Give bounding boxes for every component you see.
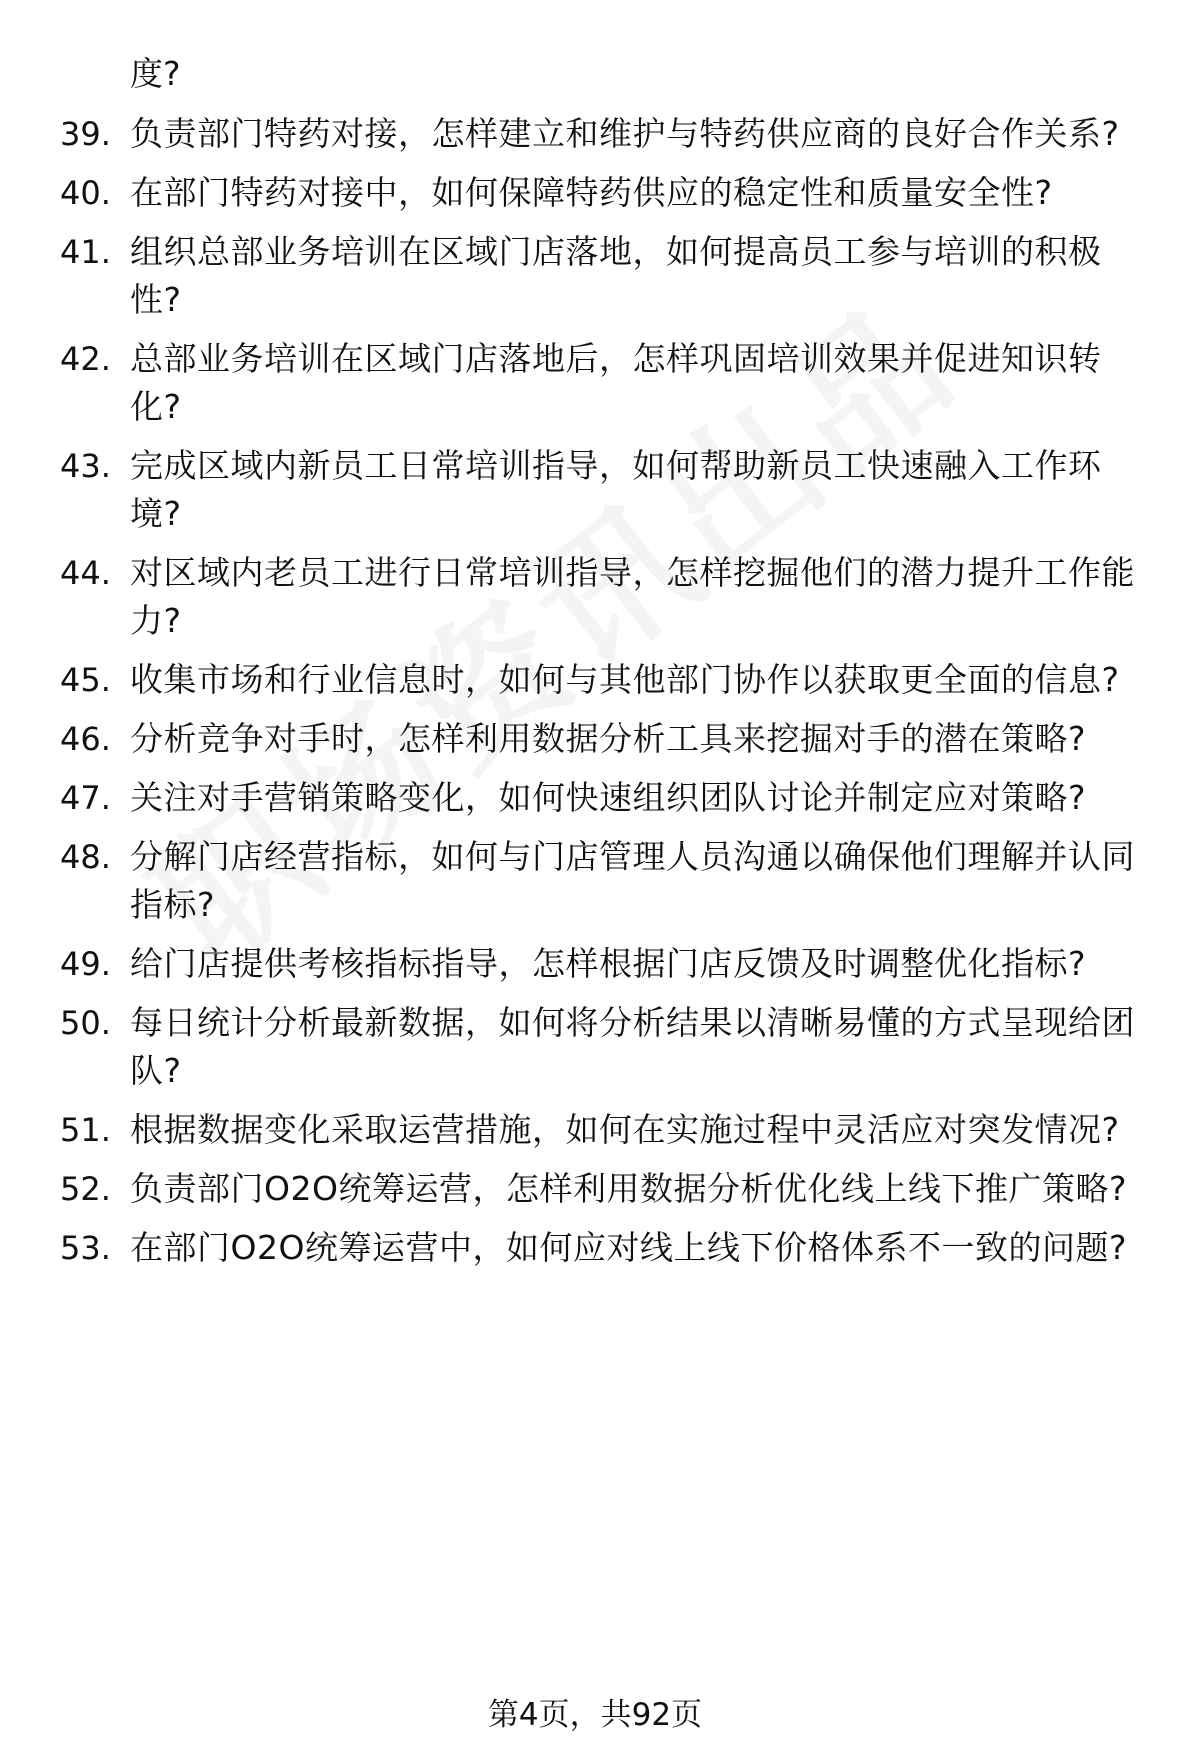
question-text: 分解门店经营指标，如何与门店管理人员沟通以确保他们理解并认同指标? [130, 837, 1135, 924]
question-number: 43. [60, 447, 111, 485]
question-number: 45. [60, 661, 111, 699]
question-item [0, 833, 1190, 929]
question-item [0, 228, 1190, 324]
question-text: 收集市场和行业信息时，如何与其他部门协作以获取更全面的信息? [130, 660, 1120, 699]
question-number: 51. [60, 1111, 111, 1149]
question-number: 52. [60, 1170, 111, 1208]
question-text: 给门店提供考核指标指导，怎样根据门店反馈及时调整优化指标? [130, 944, 1087, 983]
question-item [0, 1165, 1190, 1213]
question-item [0, 169, 1190, 217]
question-item [0, 999, 1190, 1095]
question-number: 42. [60, 340, 111, 378]
question-item [0, 442, 1190, 538]
question-text: 负责部门O2O统筹运营，怎样利用数据分析优化线上线下推广策略? [130, 1169, 1127, 1208]
question-number: 48. [60, 838, 111, 876]
question-item [0, 335, 1190, 431]
question-number: 50. [60, 1004, 111, 1042]
question-text: 在部门O2O统筹运营中，如何应对线上线下价格体系不一致的问题? [130, 1228, 1127, 1267]
question-item [0, 1106, 1190, 1154]
question-number: 44. [60, 554, 111, 592]
question-text: 根据数据变化采取运营措施，如何在实施过程中灵活应对突发情况? [130, 1110, 1120, 1149]
question-text: 关注对手营销策略变化，如何快速组织团队讨论并制定应对策略? [130, 778, 1087, 817]
question-list [0, 110, 1190, 1283]
question-item [0, 940, 1190, 988]
question-text: 在部门特药对接中，如何保障特药供应的稳定性和质量安全性? [130, 173, 1053, 212]
question-item [0, 774, 1190, 822]
continuation-text: 度? [130, 54, 181, 93]
question-number: 47. [60, 779, 111, 817]
question-item [0, 656, 1190, 704]
question-text: 总部业务培训在区域门店落地后，怎样巩固培训效果并促进知识转化? [130, 339, 1102, 426]
question-text: 组织总部业务培训在区域门店落地，如何提高员工参与培训的积极性? [130, 232, 1102, 319]
question-item [0, 715, 1190, 763]
question-text: 每日统计分析最新数据，如何将分析结果以清晰易懂的方式呈现给团队? [130, 1003, 1135, 1090]
question-item [0, 549, 1190, 645]
question-text: 对区域内老员工进行日常培训指导，怎样挖掘他们的潜力提升工作能力? [130, 553, 1135, 640]
question-number: 40. [60, 174, 111, 212]
question-number: 46. [60, 720, 111, 758]
question-text: 完成区域内新员工日常培训指导，如何帮助新员工快速融入工作环境? [130, 446, 1102, 533]
question-text: 分析竞争对手时，怎样利用数据分析工具来挖掘对手的潜在策略? [130, 719, 1087, 758]
question-item [0, 110, 1190, 158]
page-footer: 第4页，共92页 [487, 1697, 703, 1733]
question-item [0, 1224, 1190, 1272]
question-text: 负责部门特药对接，怎样建立和维护与特药供应商的良好合作关系? [130, 114, 1120, 153]
question-number: 39. [60, 115, 111, 153]
question-number: 49. [60, 945, 111, 983]
question-number: 41. [60, 233, 111, 271]
question-number: 53. [60, 1229, 111, 1267]
